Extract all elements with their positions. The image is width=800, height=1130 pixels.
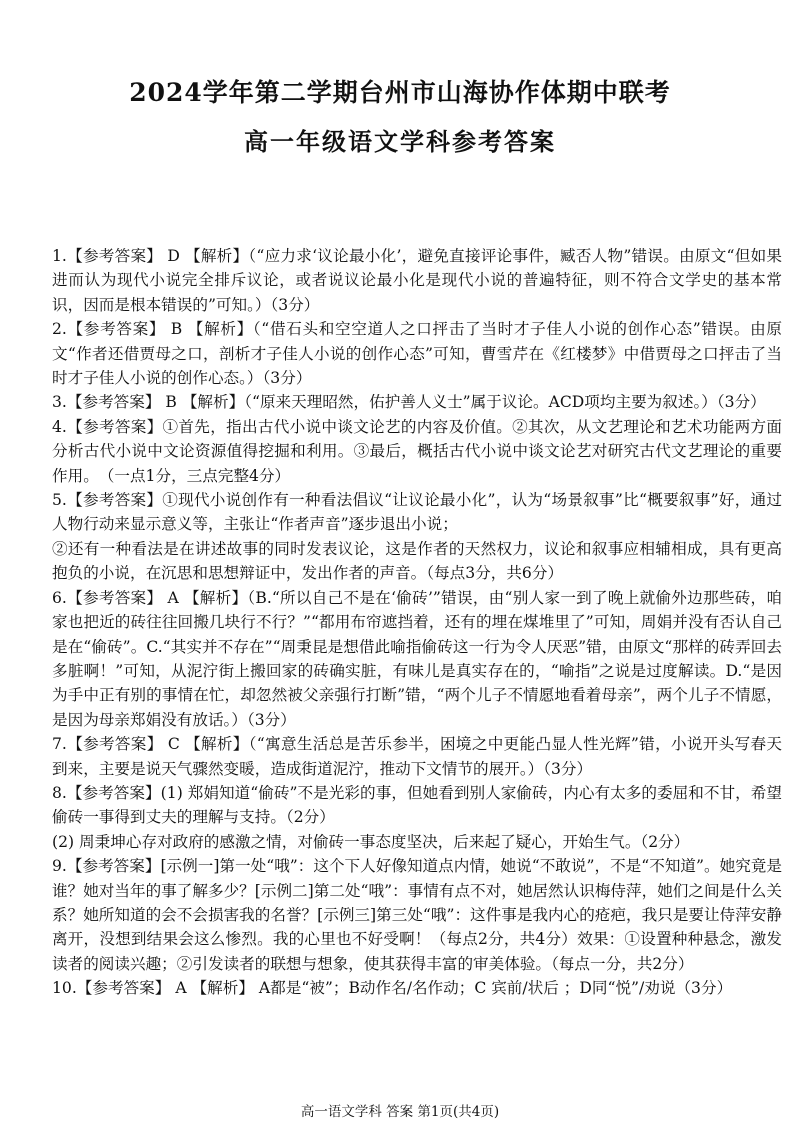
answer-item: 8.【参考答案】(1) 郑娟知道“偷砖”不是光彩的事，但她看到别人家偷砖，内心有太多的委屈和不甘，希望偷砖一事得到丈夫的理解与支持。（2分） — [52, 783, 782, 827]
answer-item: (2) 周秉坤心存对政府的感激之情，对偷砖一事态度坚决，后来起了疑心，开始生气。（2分） — [52, 832, 690, 851]
page-subtitle: 高一年级语文学科参考答案 — [244, 127, 556, 156]
answer-item: 5.【参考答案】①现代小说创作有一种看法倡议“让议论最小化”，认为“场景叙事”比“概要叙事”好，通过人物行动来显示意义等，主张让“作者声音”逐步退出小说； — [52, 491, 782, 534]
answer-item: 1.【参考答案】 D 【解析】（“应力求‘议论最小化’，避免直接评论事件，臧否人物”错误。由原文“但如果进而认为现代小说完全排斥议论，或者说议论最小化是现代小说的普遍特征，则不符合文学史的基本常识，因而是根本错误的”可知。）（3分） — [52, 247, 782, 314]
answer-list — [52, 244, 782, 1001]
answer-item: 9.【参考答案】[示例一]第一处“哦”：这个下人好像知道点内情，她说“不敢说”，不是“不知道”。她究竟是谁？她对当年的事了解多少？[示例二]第二处“哦”：事情有点不对，她居然认识梅侍萍，她们之间是什么关系？她所知道的会不会损害我的名誉？[示例三]第三处“哦”：这件事是我内心的疮疤，我只是要让侍萍安静离开，没想到结果会这么惨烈。我的心里也不好受啊！（每点2分，共4分）效果：①设置种种悬念，激发读者的阅读兴趣；②引发读者的联想与想象，使其获得丰富的审美体验。（每点一分，共2分） — [52, 857, 782, 973]
answer-item: 2.【参考答案】 B 【解析】（“借石头和空空道人之口抨击了当时才子佳人小说的创作心态”错误。由原文“作者还借贾母之口，剖析才子佳人小说的创作心态”可知，曹雪芹在《红楼梦》中借贾母之口抨击了当时才子佳人小说的创作心态。）（3分） — [52, 320, 782, 388]
answer-item: 3.【参考答案】 B 【解析】（“原来天理昭然，佑护善人义士”属于议论。ACD项均主要为叙述。）（3分） — [52, 393, 766, 412]
answer-item: 7.【参考答案】 C 【解析】（“寓意生活总是苦乐参半，困境之中更能凸显人性光辉”错，小说开头写春天到来，主要是说天气骤然变暖，造成街道泥泞，推动下文情节的展开。）（3分） — [52, 735, 782, 778]
answer-item: ②还有一种看法是在讲述故事的同时发表议论，这是作者的天然权力，议论和叙事应相辅相成，具有更高抱负的小说，在沉思和思想辩证中，发出作者的声音。（每点3分，共6分） — [52, 539, 782, 583]
page-title: 2024学年第二学期台州市山海协作体期中联考 — [129, 78, 671, 107]
answer-item: 10.【参考答案】 A 【解析】 A都是“被”；B动作名/名作动；C 宾前/状后 ；D同“悦”/劝说（3分） — [52, 979, 733, 998]
answer-item: 4.【参考答案】①首先，指出古代小说中谈文论艺的内容及价值。②其次，从文艺理论和艺术功能两方面分析古代小说中文论资源值得挖掘和利用。③最后，概括古代小说中谈文论艺对研究古代文艺理论的重要作用。 （一点1分，三点完整4分） — [52, 417, 782, 485]
answer-item: 6.【参考答案】 A 【解析】（B.“所以自己不是在‘偷砖’”错误，由“别人家一到了晚上就偷外边那些砖，咱家也把近的砖往往回搬几块行不行？”“都用布帘遮挡着，还有的埋在煤堆里了”可知，周娟并没有否认自己是在“偷砖”。C.“其实并不存在”“周秉昆是想借此喻指偷砖这一行为令人厌恶”错，由原文“那样的砖弄回去多脏啊！”可知，从泥泞街上搬回家的砖确实脏，有味儿是真实存在的，“喻指”之说是过度解读。D.“是因为手中正有别的事情在忙，却忽然被父亲强行打断”错，“两个儿子不情愿地看着母亲”，两个儿子不情愿，是因为母亲郑娟没有放话。）（3分） — [52, 588, 782, 729]
page-footer: 高一语文学科 答案 第1页(共4页) — [300, 1104, 500, 1120]
